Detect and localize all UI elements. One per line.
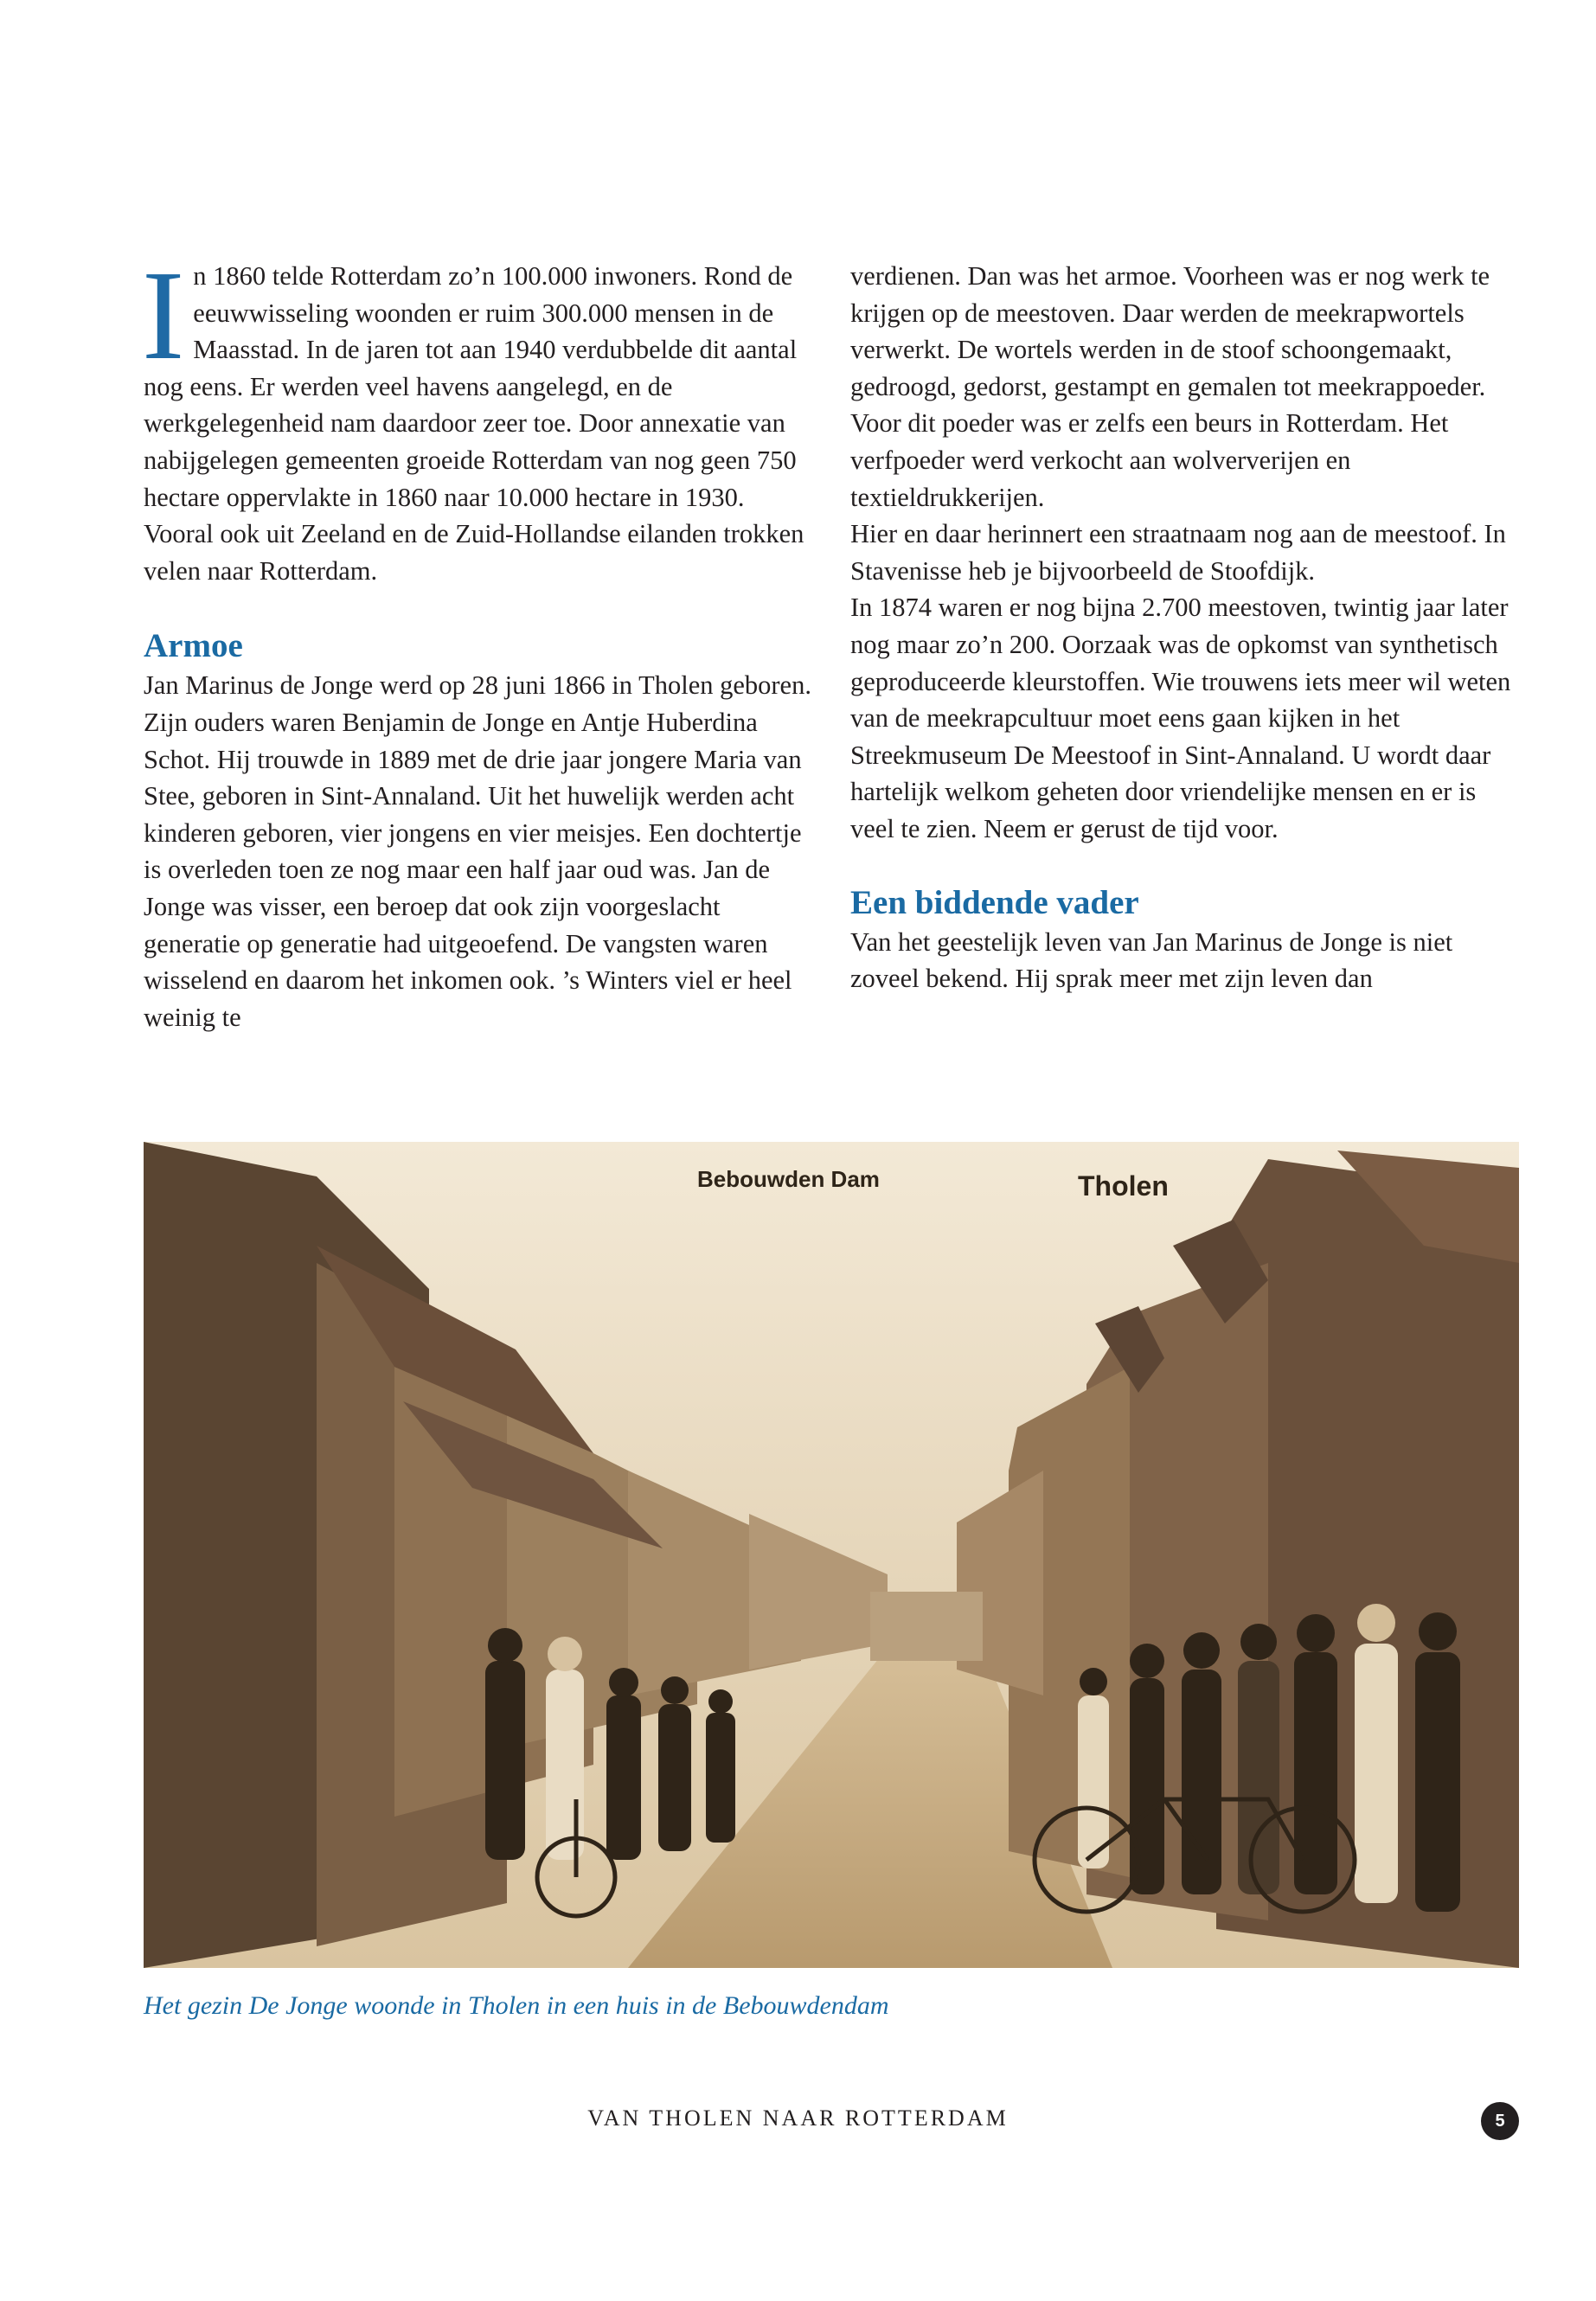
meekrap-paragraph: In 1874 waren er nog bijna 2.700 meestoven, twintig jaar later nog maar zo’n 200. Oorzaak was de opkomst van synthetisch geproduceerde kleurstoffen. Wie trouwens iets meer wil weten van de meekrapcultuur moet eens gaan kijken in het Streekmuseum De Meestoof in Sint-Annaland. U wordt daar hartelijk welkom geheten door vriendelijke mensen en er is veel te zien. Neem er gerust de tijd voor. <box>850 593 1511 843</box>
page-number-badge: 5 <box>1481 2102 1519 2140</box>
meestoven-paragraph: verdienen. Dan was het armoe. Voorheen was er nog werk te krijgen op de meestoven. Daar werden de meekrapwortels verwerkt. De wortels werden in de stoof schoongemaakt, gedroogd, gedorst, gestampt en gemalen tot meekrappoeder. Voor dit poeder was er zelfs een beurs in Rotterdam. Het verfpoeder werd verkocht aan wolververijen en textieldrukkerijen. <box>850 261 1490 512</box>
running-title: VAN THOLEN NAAR ROTTERDAM <box>587 2106 1009 2131</box>
vader-paragraph: Van het geestelijk leven van Jan Marinus de Jonge is niet zoveel bekend. Hij sprak meer met zijn leven dan <box>850 926 1453 994</box>
intro-text: n 1860 telde Rotterdam zo’n 100.000 inwoners. Rond de eeuwwisseling woonden er ruim 300.000 mensen in de Maasstad. In de jaren tot aan 1940 verdubbelde dit aantal nog eens. Er werden veel havens aangelegd, en de werkgelegenheid nam daardoor zeer toe. Door annexatie van nabijgelegen gemeenten groeide Rotterdam van nog geen 750 hectare oppervlakte in 1860 naar 10.000 hectare in 1930. Vooral ook uit Zeeland en de Zuid-Hollandse eilanden trokken velen naar Rotterdam. <box>144 261 804 586</box>
left-column <box>142 245 811 1035</box>
historic-street-photo <box>144 1142 1519 1968</box>
armoe-paragraph: Jan Marinus de Jonge werd op 28 juni 1866 in Tholen geboren. Zijn ouders waren Benjamin de Jonge en Antje Huberdina Schot. Hij trouwde in 1889 met de drie jaar jongere Maria van Stee, geboren in Sint-Annaland. Uit het huwelijk werden acht kinderen geboren, vier jongens en vier meisjes. Een dochtertje is overleden toen ze nog maar een half jaar oud was. Jan de Jonge was visser, een beroep dat ook zijn voorgeslacht generatie op generatie had uitgeoefend. De vangsten waren wisselend en daarom het inkomen ook. ’s Winters viel er heel weinig te <box>144 670 811 1032</box>
photo-label-town: Tholen <box>1078 1170 1169 1202</box>
photo-label-street: Bebouwden Dam <box>697 1166 880 1192</box>
stoofdijk-paragraph: Hier en daar herinnert een straatnaam nog aan de meestoof. In Stavenisse heb je bijvoorbeeld de Stoofdijk. <box>850 519 1506 586</box>
heading-biddende-vader: Een biddende vader <box>850 883 1139 921</box>
photo-caption: Het gezin De Jonge woonde in Tholen in een huis in de Bebouwdendam <box>144 1991 889 2020</box>
street-scene-illustration <box>144 1142 1519 1968</box>
drop-cap: I <box>142 245 185 387</box>
right-column <box>850 258 1518 997</box>
intro-paragraph <box>142 245 811 589</box>
heading-armoe: Armoe <box>144 627 243 665</box>
